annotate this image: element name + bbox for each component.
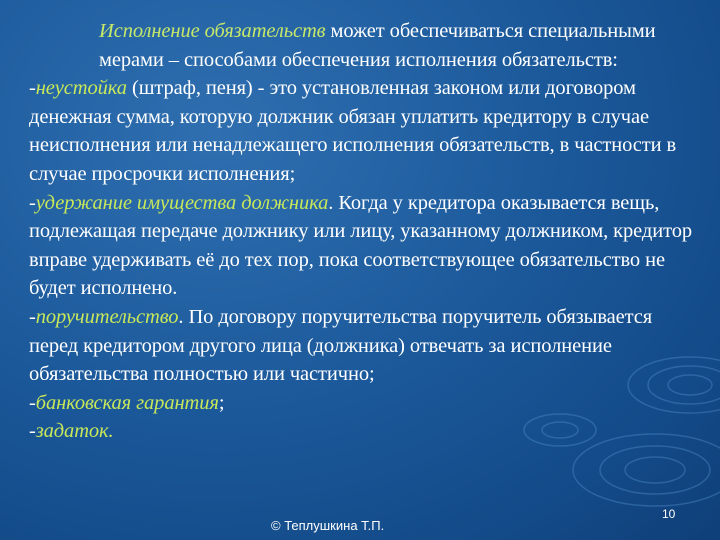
- intro-term: Исполнение обязательств: [99, 20, 326, 42]
- list-item-prefix: -: [29, 305, 36, 328]
- intro-paragraph: [29, 17, 699, 74]
- list-item-term: неустойка: [35, 77, 127, 100]
- list-item-retention: [29, 189, 699, 303]
- footer-author: © Теплушкина Т.П.: [271, 518, 385, 533]
- list-item-term: удержание имущества должника: [35, 191, 329, 214]
- list-item-text: . По договору поручительства поручитель обязывается перед кредитором другого лица (должника) отвечать за исполнение обязательства полностью или частично;: [29, 305, 653, 386]
- list-item-prefix: -: [29, 420, 36, 443]
- list-item-text: . Когда у кредитора оказывается вещь, подлежащая передаче должнику или лицу, указанному должником, кредитор вправе удерживать её до тех пор, пока соответствующее обязательство не будет исполнено.: [29, 191, 693, 300]
- list-item-text: ;: [218, 391, 225, 414]
- list-item-deposit: [29, 417, 699, 446]
- page-number: 10: [662, 507, 676, 521]
- list-item-bank-guarantee: [29, 389, 699, 418]
- slide-body: [29, 17, 699, 446]
- list-item-term: задаток.: [35, 420, 114, 443]
- list-item-prefix: -: [29, 391, 36, 414]
- intro-text: может обеспечиваться специальными мерами – способами обеспечения исполнения обязательств:: [99, 20, 656, 71]
- list-item-text: (штраф, пеня) - это установленная законом или договором денежная сумма, которую должник обязан уплатить кредитору в случае неисполнения или ненадлежащего исполнения обязательств, в частности в случае просрочки исполнения;: [29, 77, 677, 185]
- list-item-suretyship: [29, 303, 699, 389]
- list-item-penalty: [29, 74, 699, 188]
- list-item-term: поручительство: [35, 305, 179, 328]
- list-item-prefix: -: [29, 77, 36, 100]
- list-item-prefix: -: [29, 191, 36, 214]
- list-item-term: банковская гарантия: [35, 391, 219, 414]
